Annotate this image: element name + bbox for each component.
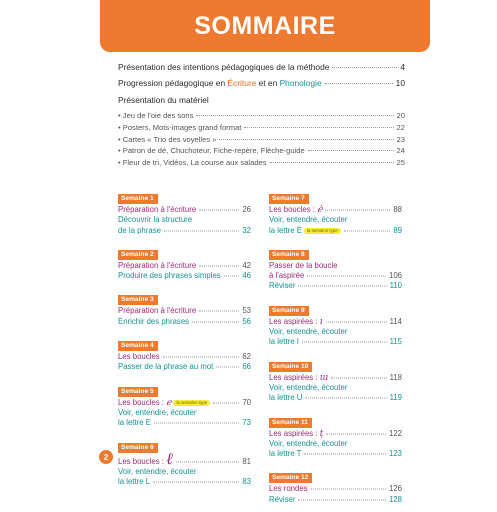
week-entry[interactable] — [269, 383, 402, 404]
toc-entry-progression[interactable] — [118, 78, 405, 94]
toc-page-number: 128 — [388, 494, 402, 504]
week-entry[interactable] — [269, 495, 402, 505]
entry-text: Produire des phrases simples — [118, 271, 221, 281]
toc-page-number: 106 — [388, 271, 402, 281]
entry-label — [269, 337, 299, 347]
entry-text: Réviser — [269, 281, 296, 291]
entry-line — [269, 337, 402, 347]
week-entry[interactable] — [118, 306, 251, 316]
entry-line — [118, 362, 251, 372]
dot-leader — [154, 423, 239, 424]
materiel-list — [118, 111, 405, 170]
entry-text: Passer de la phrase au mot — [118, 362, 214, 372]
cursive-letter: ℯ̀ — [317, 205, 323, 215]
entry-line — [269, 373, 402, 383]
dot-leader — [199, 210, 239, 211]
toc-entry-presentation[interactable] — [118, 62, 405, 78]
entry-text: Préparation à l'écriture — [118, 306, 197, 316]
entry-label — [269, 484, 308, 494]
week-block — [269, 466, 402, 505]
dot-leader — [244, 127, 393, 128]
dot-leader — [176, 461, 240, 462]
entry-text: Préparation à l'écriture — [118, 260, 197, 270]
toc-entry-label: Présentation des intentions pédagogiques de la méthode — [118, 62, 330, 72]
dot-leader — [307, 276, 386, 277]
dot-leader — [298, 499, 386, 500]
entry-label — [269, 317, 323, 327]
week-badge: Semaine 7 — [269, 194, 309, 204]
week-entry[interactable] — [118, 205, 251, 215]
week-entry[interactable] — [118, 215, 251, 236]
entry-line — [118, 271, 251, 281]
entry-label — [269, 449, 301, 459]
week-block — [118, 187, 251, 236]
toc-page-number: 62 — [242, 352, 251, 362]
entry-label — [118, 317, 189, 327]
entry-text: la lettre I — [269, 337, 299, 347]
entry-text: la lettre L — [118, 477, 151, 487]
entry-text: Passer de la boucle — [269, 260, 338, 270]
entry-label — [118, 306, 196, 316]
week-entry[interactable] — [118, 261, 251, 271]
entry-line — [118, 448, 251, 468]
entry-text: Découvrir la structure — [118, 215, 193, 225]
toc-page-number: 42 — [242, 260, 251, 270]
semaine-type-tag: la semaine type — [173, 400, 210, 406]
entry-line — [118, 398, 251, 408]
dot-leader — [163, 357, 240, 358]
entry-text: de la phrase — [118, 225, 161, 235]
week-badge: Semaine 3 — [118, 295, 158, 305]
dot-leader — [308, 150, 394, 151]
dot-leader — [219, 139, 393, 140]
toc-page-number: 126 — [388, 484, 402, 494]
dot-leader — [270, 162, 394, 163]
cursive-letter: ℯ — [166, 397, 172, 408]
week-badge: Semaine 5 — [118, 387, 158, 397]
entry-text: Préparation à l'écriture — [118, 205, 197, 214]
entry-label — [269, 226, 341, 236]
entry-label — [269, 281, 295, 291]
toc-page-number: 119 — [389, 393, 402, 403]
toc-page-number: 46 — [242, 271, 251, 281]
cursive-letter: ț — [319, 428, 324, 439]
entry-line — [269, 449, 402, 459]
materiel-title: Présentation du matériel — [118, 95, 209, 105]
toc-page-number: 25 — [396, 158, 405, 168]
dot-leader — [298, 286, 386, 287]
week-entry[interactable] — [269, 215, 402, 236]
entry-text: la lettre E — [118, 418, 151, 428]
dot-leader — [213, 402, 239, 403]
cursive-letter: ı — [319, 316, 323, 327]
entry-line — [118, 418, 251, 428]
toc-page-number: 20 — [396, 111, 405, 120]
entry-label — [118, 398, 210, 408]
week-block — [269, 243, 402, 292]
phonologie-word: Phonologie — [279, 78, 322, 88]
dot-leader — [344, 230, 391, 231]
toc-page-number: 122 — [388, 428, 402, 438]
toc-entry-label: • Fleur de tri, Vidéos, La course aux salades — [118, 158, 267, 168]
ecriture-word: Écriture — [227, 78, 257, 88]
entry-text: Les boucles : — [118, 456, 167, 466]
week-badge: Semaine 10 — [269, 362, 312, 372]
entry-line — [269, 271, 402, 281]
week-entry[interactable] — [118, 317, 251, 327]
cursive-letter: ɯ — [319, 372, 329, 383]
week-block — [269, 299, 402, 348]
toc-entry-materiel[interactable] — [118, 111, 405, 123]
toc-page-number: 26 — [242, 205, 251, 214]
week-badge: Semaine 8 — [269, 250, 309, 260]
toc-page-number: 70 — [242, 397, 251, 407]
toc-page-number: 115 — [389, 337, 402, 347]
semaine-type-tag: la semaine type — [304, 228, 341, 234]
week-entry[interactable] — [269, 281, 402, 291]
dot-leader — [192, 321, 239, 322]
toc-page-number: 73 — [242, 418, 251, 428]
week-block — [118, 436, 251, 488]
entry-text: la lettre T — [269, 449, 302, 459]
progression-middle: et en — [256, 78, 280, 88]
toc-page-number: 23 — [396, 134, 405, 144]
entry-line — [118, 205, 251, 215]
dot-leader — [326, 321, 387, 322]
entry-text: Voir, entendre, écouter — [269, 215, 348, 225]
entry-line — [269, 393, 402, 403]
entry-label — [118, 205, 196, 215]
dot-leader — [164, 230, 239, 231]
dot-leader — [326, 433, 386, 434]
entry-line — [269, 205, 402, 215]
entry-line — [118, 226, 251, 236]
week-badge: Semaine 2 — [118, 250, 158, 260]
week-block — [269, 187, 402, 236]
entry-label — [118, 352, 160, 362]
week-entry[interactable] — [269, 439, 402, 460]
cursive-letter: ℓ — [166, 448, 173, 468]
entry-line — [118, 477, 251, 487]
dot-leader — [305, 398, 386, 399]
toc-entry-label: • Jeu de l'oie des sons — [118, 111, 194, 120]
toc-page-number: 118 — [389, 372, 402, 382]
entry-line — [269, 281, 402, 291]
week-badge: Semaine 9 — [269, 306, 309, 316]
entry-line — [118, 317, 251, 327]
entry-line — [118, 261, 251, 271]
week-block — [118, 334, 251, 373]
toc-page-number: 4 — [400, 62, 405, 72]
toc-entry-materiel[interactable] — [118, 135, 405, 147]
entry-label — [269, 271, 304, 281]
entry-label — [118, 362, 213, 372]
week-entry[interactable] — [118, 352, 251, 362]
toc-page-number: 53 — [242, 306, 251, 316]
entry-label — [118, 418, 151, 428]
entry-text: Les aspirées : — [269, 316, 320, 326]
toc-page-number: 10 — [395, 78, 405, 88]
entry-line — [269, 429, 402, 439]
entry-label — [269, 495, 295, 505]
intro-section — [118, 62, 405, 170]
week-entry[interactable] — [269, 429, 402, 439]
toc-page-number: 110 — [389, 281, 402, 291]
entry-text: Les boucles : — [269, 205, 318, 214]
weeks-column-left — [118, 187, 251, 494]
entry-line — [269, 226, 402, 236]
week-entry[interactable] — [269, 373, 402, 383]
entry-text: Voir, entendre, écouter — [269, 382, 348, 392]
entry-text: Voir, entendre, écouter — [118, 407, 197, 417]
entry-label — [269, 373, 328, 383]
entry-label — [269, 393, 302, 403]
entry-text: Les rondes — [269, 484, 308, 494]
materiel-heading — [118, 95, 405, 111]
toc-entry-label: • Cartes « Trio des voyelles » — [118, 134, 217, 144]
toc-page-number: 24 — [396, 146, 405, 156]
week-entry[interactable] — [118, 271, 251, 281]
week-block — [118, 288, 251, 327]
entry-line — [118, 352, 251, 362]
toc-entry-label — [118, 78, 322, 88]
toc-entry-label: • Patron de dé, Chuchoteur, Fiche-repère, Flèche-guide — [118, 146, 305, 156]
week-block — [118, 380, 251, 429]
toc-page-number: 83 — [242, 477, 251, 487]
dot-leader — [216, 367, 239, 368]
entry-text: Voir, entendre, écouter — [269, 327, 348, 337]
week-entry[interactable] — [269, 261, 402, 282]
entry-label — [118, 448, 173, 468]
entry-text: la lettre U — [269, 393, 303, 403]
entry-text: Voir, entendre, écouter — [118, 466, 197, 476]
week-entry[interactable] — [118, 362, 251, 372]
week-entry[interactable] — [118, 467, 251, 488]
week-entry[interactable] — [269, 317, 402, 327]
week-badge: Semaine 4 — [118, 341, 158, 351]
page-title: SOMMAIRE — [194, 11, 336, 40]
week-badge: Semaine 11 — [269, 418, 312, 428]
entry-label — [118, 261, 196, 271]
week-entry[interactable] — [269, 205, 402, 215]
week-badge: Semaine 12 — [269, 473, 312, 483]
title-banner — [100, 0, 430, 52]
entry-label — [269, 429, 323, 439]
page-number: 2 — [103, 452, 109, 462]
toc-page-number: 32 — [242, 225, 251, 235]
page-number-badge — [99, 450, 113, 464]
entry-text: Les boucles : — [118, 397, 167, 407]
dot-leader — [325, 210, 390, 211]
entry-label — [118, 226, 161, 236]
entry-line — [269, 484, 402, 494]
entry-text: Réviser — [269, 494, 296, 504]
dot-leader — [304, 454, 386, 455]
entry-text: Enrichir des phrases — [118, 316, 190, 326]
dot-leader — [196, 115, 393, 116]
toc-page-number: 89 — [393, 225, 402, 235]
dot-leader — [224, 276, 240, 277]
week-entry[interactable] — [118, 398, 251, 408]
toc-page-number: 81 — [242, 456, 251, 466]
entry-text: Les aspirées : — [269, 372, 320, 382]
week-block — [269, 355, 402, 404]
toc-page-number: 22 — [396, 122, 405, 132]
dot-leader — [332, 67, 397, 68]
week-badge: Semaine 1 — [118, 194, 158, 204]
entry-label — [118, 271, 221, 281]
toc-entry-materiel[interactable] — [118, 146, 405, 158]
toc-page-number: 66 — [242, 362, 251, 372]
toc-page-number: 56 — [242, 316, 251, 326]
week-entry[interactable] — [118, 448, 251, 468]
weeks-column-right — [269, 187, 402, 512]
week-entry[interactable] — [269, 484, 402, 494]
week-block — [118, 243, 251, 282]
toc-page-number: 88 — [393, 205, 402, 214]
dot-leader — [153, 482, 239, 483]
dot-leader — [199, 311, 239, 312]
toc-page-number: 123 — [388, 449, 402, 459]
entry-line — [269, 317, 402, 327]
entry-text: la lettre È — [269, 225, 302, 235]
week-entry[interactable] — [118, 408, 251, 429]
week-entry[interactable] — [269, 327, 402, 348]
entry-line — [269, 495, 402, 505]
entry-text: à l'aspirée — [269, 271, 305, 281]
entry-line — [118, 306, 251, 316]
toc-entry-materiel[interactable] — [118, 158, 405, 170]
week-block — [269, 411, 402, 460]
entry-text: Voir, entendre, écouter — [269, 438, 348, 448]
dot-leader — [302, 342, 387, 343]
entry-text: Les boucles — [118, 352, 160, 362]
dot-leader — [311, 489, 386, 490]
toc-entry-materiel[interactable] — [118, 123, 405, 135]
week-badge: Semaine 6 — [118, 443, 158, 453]
progression-prefix: Progression pédagogique en — [118, 78, 228, 88]
entry-label — [118, 477, 150, 487]
dot-leader — [331, 377, 386, 378]
dot-leader — [325, 83, 393, 84]
dot-leader — [199, 265, 239, 266]
toc-entry-label: • Posters, Mots-images grand format — [118, 122, 242, 132]
toc-page-number: 114 — [389, 316, 402, 326]
entry-label — [269, 205, 322, 215]
entry-text: Les aspirées : — [269, 428, 320, 438]
